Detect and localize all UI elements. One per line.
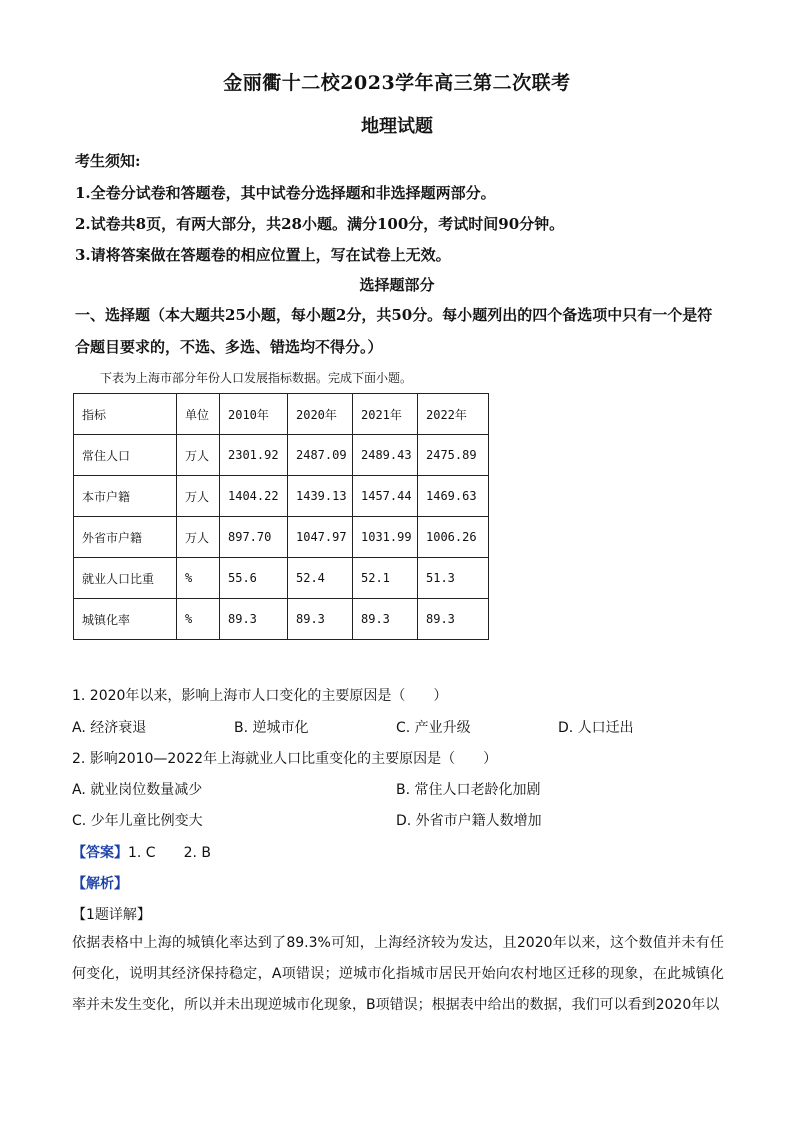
notice-heading: 考生须知:	[75, 152, 141, 170]
table-header-cell: 2021年	[353, 394, 418, 435]
table-cell: 52.1	[353, 558, 418, 599]
table-cell: 万人	[177, 517, 220, 558]
answer-tag: 【答案】	[72, 845, 128, 861]
table-cell: 万人	[177, 435, 220, 476]
table-cell: 1047.97	[288, 517, 353, 558]
table-cell: 1006.26	[418, 517, 489, 558]
question-option: C. 少年儿童比例变大	[72, 813, 203, 829]
table-row	[74, 558, 489, 599]
table-cell: 城镇化率	[74, 599, 177, 640]
table-intro: 下表为上海市部分年份人口发展指标数据。完成下面小题。	[100, 371, 413, 385]
table-cell: 1457.44	[353, 476, 418, 517]
table-cell: 89.3	[353, 599, 418, 640]
question-option: B. 逆城市化	[234, 720, 309, 736]
answer-line	[72, 842, 211, 862]
table-cell: %	[177, 599, 220, 640]
notice-item: 2.试卷共8页，有两大部分，共28小题。满分100分，考试时间90分钟。	[75, 215, 565, 233]
population-table	[73, 393, 489, 640]
table-cell: 万人	[177, 476, 220, 517]
table-header-cell: 2010年	[220, 394, 288, 435]
table-cell: 2487.09	[288, 435, 353, 476]
page-subtitle: 地理试题	[361, 116, 433, 137]
table-cell: 89.3	[288, 599, 353, 640]
question-option: A. 经济衰退	[72, 720, 147, 736]
table-cell: 常住人口	[74, 435, 177, 476]
table-cell: 1031.99	[353, 517, 418, 558]
table-cell: 外省市户籍	[74, 517, 177, 558]
notice-item: 1.全卷分试卷和答题卷，其中试卷分选择题和非选择题两部分。	[75, 184, 496, 202]
table-cell: 2475.89	[418, 435, 489, 476]
table-cell: 55.6	[220, 558, 288, 599]
table-row	[74, 435, 489, 476]
table-header-cell: 指标	[74, 394, 177, 435]
question-option: D. 人口迁出	[558, 720, 634, 736]
table-header-cell: 单位	[177, 394, 220, 435]
section-title: 选择题部分	[359, 276, 435, 294]
question-option: C. 产业升级	[396, 720, 471, 736]
notice-item: 3.请将答案做在答题卷的相应位置上，写在试卷上无效。	[75, 246, 451, 264]
table-header-cell: 2022年	[418, 394, 489, 435]
analysis-tag: 【解析】	[72, 876, 128, 892]
table-cell: %	[177, 558, 220, 599]
table-cell: 51.3	[418, 558, 489, 599]
table-cell: 1404.22	[220, 476, 288, 517]
table-cell: 就业人口比重	[74, 558, 177, 599]
table-header-cell: 2020年	[288, 394, 353, 435]
question-option: D. 外省市户籍人数增加	[396, 813, 542, 829]
table-cell: 本市户籍	[74, 476, 177, 517]
table-header-row	[74, 394, 489, 435]
question-stem: 2. 影响2010—2022年上海就业人口比重变化的主要原因是（ ）	[72, 751, 498, 767]
question-option: A. 就业岗位数量减少	[72, 782, 203, 798]
table-cell: 2489.43	[353, 435, 418, 476]
table-cell: 897.70	[220, 517, 288, 558]
table-row	[74, 517, 489, 558]
question-option: B. 常住人口老龄化加剧	[396, 782, 541, 798]
question-stem: 1. 2020年以来，影响上海市人口变化的主要原因是（ ）	[72, 688, 448, 704]
answer-text: 1. C 2. B	[128, 845, 211, 861]
table-cell: 89.3	[418, 599, 489, 640]
table-cell: 1439.13	[288, 476, 353, 517]
page-title: 金丽衢十二校2023学年高三第二次联考	[223, 72, 571, 94]
section-instruction: 一、选择题（本大题共25小题，每小题2分，共50分。每小题列出的四个备选项中只有一个是符合题目要求的，不选、多选、错选均不得分。）	[75, 306, 713, 356]
table-cell: 89.3	[220, 599, 288, 640]
table-row	[74, 599, 489, 640]
table-cell: 2301.92	[220, 435, 288, 476]
detail-heading: 【1题详解】	[72, 907, 151, 923]
analysis-paragraph: 依据表格中上海的城镇化率达到了89.3%可知，上海经济较为发达，且2020年以来，这个数值并未有任何变化，说明其经济保持稳定，A项错误；逆城市化指城市居民开始向农村地区迁移的现象，在此城镇化率并未发生变化，所以并未出现逆城市化现象，B项错误；根据表中给出的数据，我们可以看到2020年以	[72, 935, 724, 1013]
table-cell: 1469.63	[418, 476, 489, 517]
table-cell: 52.4	[288, 558, 353, 599]
table-row	[74, 476, 489, 517]
